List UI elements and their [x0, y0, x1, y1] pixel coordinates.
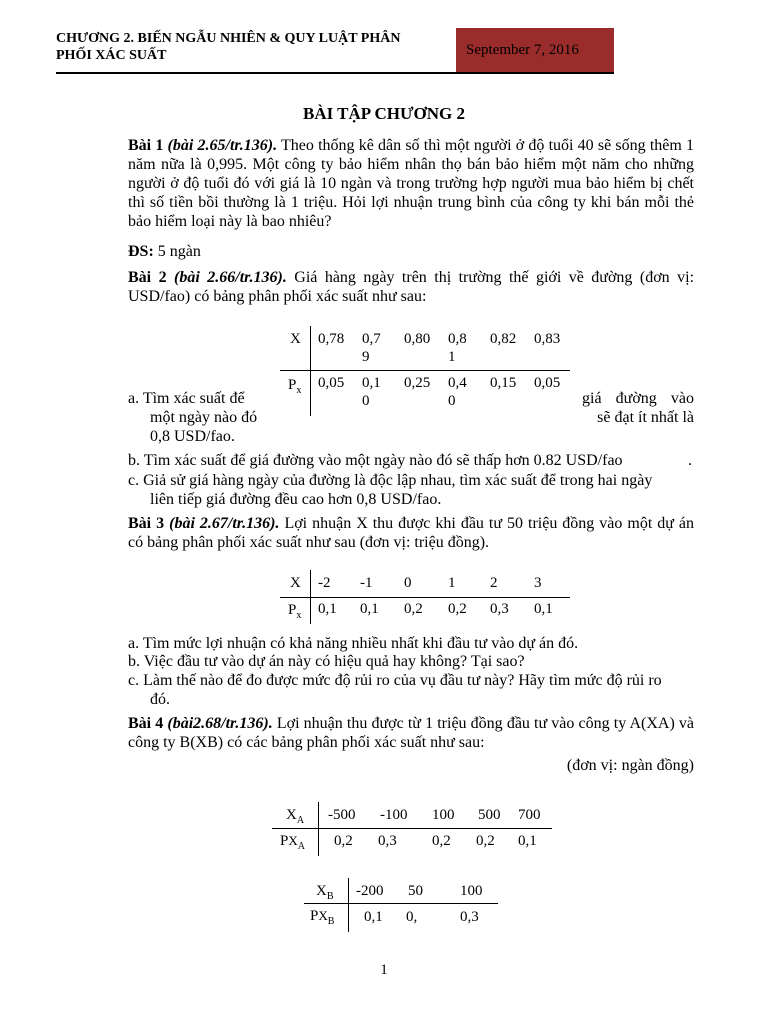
- exercise-1-answer: [128, 242, 201, 261]
- exercise-2-item-b: .: [688, 452, 692, 469]
- table-divider: [318, 802, 319, 856]
- header-divider: [56, 72, 614, 74]
- table-cell: 0,78: [318, 331, 345, 347]
- exercise-3-item-a: a. Tìm mức lợi nhuận có khả năng nhiều nhất khi đầu tư vào dự án đó.: [128, 635, 579, 652]
- table-row-head: $P_x$: [288, 377, 302, 396]
- table-cell: 0,1: [362, 375, 381, 391]
- table-cell: 0,1: [518, 833, 537, 849]
- exercise-3-label: Bài 3: [128, 515, 165, 532]
- header-date: September 7, 2016: [456, 28, 614, 72]
- table-cell: 0,05: [318, 375, 345, 391]
- table-row-head: $X_B$: [316, 883, 334, 902]
- table-cell: 0,: [406, 909, 418, 925]
- table-row-head: $PX_A$: [280, 833, 305, 852]
- table-cell: 0,3: [460, 909, 479, 925]
- table-cell: 0: [362, 393, 370, 409]
- exercise-2: [128, 268, 694, 306]
- exercise-1-text: Theo thống kê dân số thì một người ở độ tuổi 40 sẽ sống thêm 1 năm nữa là 0,995. Một công ty bảo hiểm nhân thọ bán bảo hiểm một năm cho những người ở độ tuổi đó với giá là 10 ngàn và trong trường hợp người mua bảo hiểm bị chết thì số tiền bồi thường là 1 triệu. Hỏi lợi nhuận trung bình của công ty khi bán mỗi thẻ bảo hiểm loại này là bao nhiêu?: [128, 137, 695, 230]
- table-cell: 2: [490, 575, 498, 591]
- table-cell: 0,3: [378, 833, 397, 849]
- page-number: 1: [380, 962, 388, 978]
- table-row-head: $X_A$: [286, 807, 305, 826]
- table-cell: 9: [362, 349, 370, 365]
- table-cell: 100: [460, 883, 483, 899]
- table-cell: -200: [356, 883, 384, 899]
- table-cell: 0,25: [404, 375, 431, 391]
- exercise-4-ref: (bài2.68/tr.136).: [167, 715, 273, 732]
- table-cell: 0,2: [334, 833, 353, 849]
- table-cell: 100: [432, 807, 455, 823]
- exercise-1-ref: (bài 2.65/tr.136).: [167, 137, 278, 154]
- table-cell: 500: [478, 807, 501, 823]
- table-cell: 50: [408, 883, 423, 899]
- table-cell: 0,2: [432, 833, 451, 849]
- exercise-2-item-a: sẽ đạt ít nhất là: [597, 409, 694, 426]
- table-cell: 0,80: [404, 331, 431, 347]
- table-cell: 0: [404, 575, 412, 591]
- table-cell: 0,8: [448, 331, 467, 347]
- chapter-title-line1: CHƯƠNG 2. BIẾN NGẪU NHIÊN & QUY LUẬT PHÂN: [56, 31, 401, 46]
- table-row-head: X: [290, 331, 301, 347]
- exercise-2-item-c: liên tiếp giá đường đều cao hơn 0,8 USD/fao.: [150, 491, 442, 508]
- chapter-header: [56, 30, 400, 64]
- table-cell: 3: [534, 575, 542, 591]
- exercise-4-unit: (đơn vị: ngàn đồng): [566, 757, 694, 774]
- table-divider: [272, 828, 552, 829]
- table-cell: 0,1: [360, 601, 379, 617]
- table-row-head: $P_x$: [288, 602, 302, 621]
- exercise-2-item-a: một ngày nào đó: [150, 409, 258, 426]
- table-cell: 0,1: [534, 601, 553, 617]
- exercise-1: [128, 136, 694, 231]
- exercise-2-text: Giá hàng ngày trên thị trường thế giới về đường (đơn vị: USD/fao) có bảng phân phối xác suất như sau:: [128, 269, 695, 305]
- exercise-4: [128, 714, 694, 752]
- exercise-4-label: Bài 4: [128, 715, 164, 732]
- table-cell: 0,83: [534, 331, 561, 347]
- exercise-3-item-c: c. Làm thế nào để đo được mức độ rủi ro của vụ đầu tư này? Hãy tìm mức độ rủi ro: [128, 672, 662, 689]
- table-divider: [348, 878, 349, 932]
- table-cell: 0,2: [476, 833, 495, 849]
- table-cell: 0,3: [490, 601, 509, 617]
- answer-value: 5 ngàn: [157, 243, 201, 260]
- exercise-2-label: Bài 2: [128, 269, 167, 286]
- table-row-head: $PX_B$: [310, 908, 335, 927]
- table-cell: -100: [380, 807, 408, 823]
- table-cell: -500: [328, 807, 356, 823]
- exercise-2-item-a: a. Tìm xác suất để: [128, 390, 245, 407]
- exercise-3-ref: (bài 2.67/tr.136).: [169, 515, 280, 532]
- exercise-3-text: Lợi nhuận X thu được khi đầu tư 50 triệu đồng vào một dự án có bảng phân phối xác suất như sau (đơn vị: triệu đồng).: [128, 515, 695, 551]
- table-cell: 0,05: [534, 375, 561, 391]
- exercise-3-item-b: b. Việc đầu tư vào dự án này có hiệu quả hay không? Tại sao?: [128, 653, 525, 670]
- exercise-2-item-b: b. Tìm xác suất để giá đường vào một ngày nào đó sẽ thấp hơn 0.82 USD/fao: [128, 452, 623, 469]
- answer-label: ĐS:: [128, 243, 154, 260]
- table-divider: [310, 326, 311, 416]
- exercise-2-item-c: c. Giả sử giá hàng ngày của đường là độc lập nhau, tìm xác suất để trong hai ngày: [128, 472, 653, 489]
- table-cell: 0,2: [448, 601, 467, 617]
- exercise-2-ref: (bài 2.66/tr.136).: [174, 269, 287, 286]
- table-row-head: X: [290, 575, 301, 591]
- exercise-3-item-c: đó.: [150, 691, 170, 708]
- exercise-1-label: Bài 1: [128, 137, 164, 154]
- table-cell: 700: [518, 807, 541, 823]
- table-cell: 0,2: [404, 601, 423, 617]
- table-cell: 1: [448, 575, 456, 591]
- table-cell: 0,82: [490, 331, 517, 347]
- table-divider: [280, 597, 570, 598]
- exercise-2-item-a: giá đường vào: [582, 390, 694, 407]
- page-title: BÀI TẬP CHƯƠNG 2: [303, 104, 465, 123]
- exercise-2-item-a: 0,8 USD/fao.: [150, 428, 235, 445]
- table-cell: 0,1: [364, 909, 383, 925]
- table-cell: 0,7: [362, 331, 381, 347]
- exercise-3: [128, 514, 694, 552]
- table-divider: [280, 370, 570, 371]
- table-cell: 1: [448, 349, 456, 365]
- table-cell: 0,4: [448, 375, 467, 391]
- table-cell: 0: [448, 393, 456, 409]
- exercise-4-text: Lợi nhuận thu được từ 1 triệu đồng đầu tư vào công ty A(XA) và công ty B(XB) có các bảng phân phối xác suất như sau:: [128, 715, 695, 751]
- table-cell: 0,15: [490, 375, 517, 391]
- table-cell: -1: [360, 575, 373, 591]
- table-cell: -2: [318, 575, 331, 591]
- chapter-title-line2: PHỐI XÁC SUẤT: [56, 48, 167, 63]
- table-cell: 0,1: [318, 601, 337, 617]
